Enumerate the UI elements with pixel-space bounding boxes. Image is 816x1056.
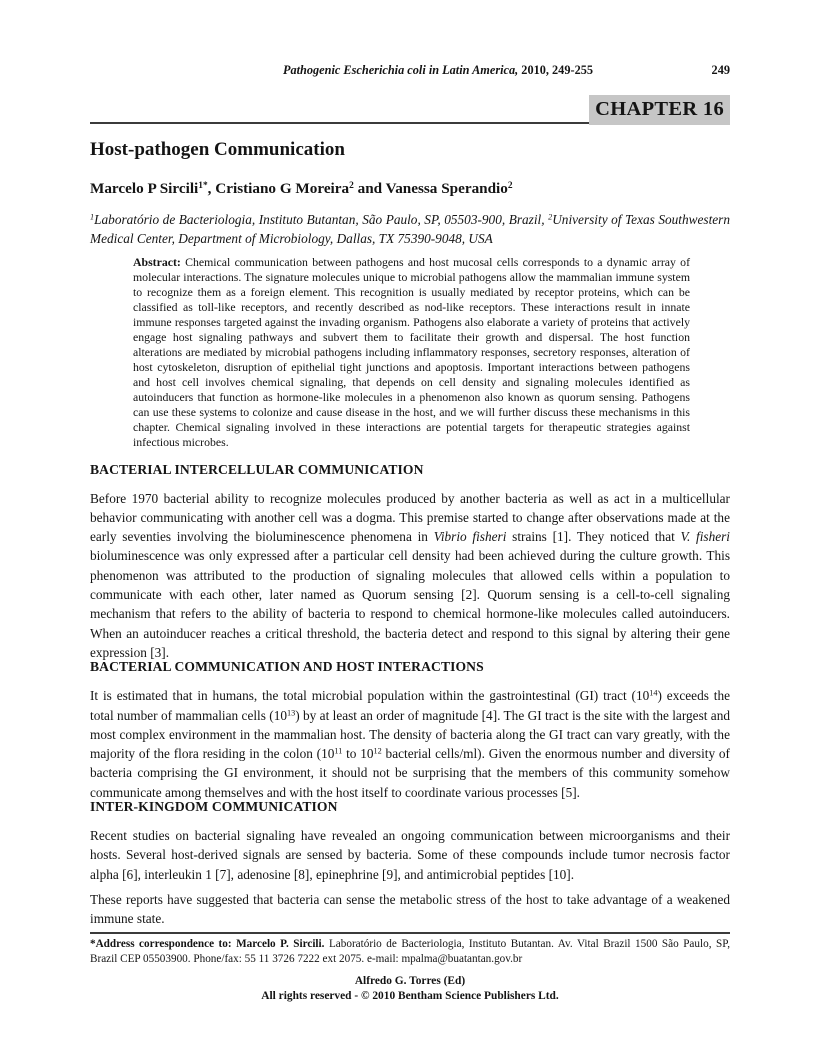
affiliation-line: $^1$Laboratório de Bacteriologia, Instituto Butantan, São Paulo, SP, 05503-900, Brazil, $^2$University of Texas Southwestern Medical Center, Department of Microbiology, Dallas, TX 75390-9048, USA [90,212,730,247]
page-footer [90,932,730,1003]
running-head [90,63,730,77]
chapter-rule [90,93,730,124]
running-title: Pathogenic Escherichia coli in Latin America, 2010, 249-255 [282,63,594,77]
text-column [90,0,730,929]
chapter-badge: CHAPTER 16 [589,95,730,125]
publisher-block [90,974,730,1003]
editor-line: Alfredo G. Torres (Ed) [354,975,466,987]
paragraph: It is estimated that in humans, the total microbial population within the gastrointestinal (GI) tract $(10^{14})$ exceeds the total number of mammalian cells $(10^{13})$ by at least an order of magnitude [4]. The GI tract is the site with the largest and most complex environment in the mammalian host. The density of bacteria along the GI tract can vary greatly, with the majority of the flora residing in the colon ($10^{11}$ to $10^{12}$ bacterial cells/ml). Given the enormous number and diversity of bacteria comprising the GI environment, it should not be surprising that the members of this community somehow communicate among themselves and with the host itself to coordinate various processes [5]. [90,688,730,800]
section-heading-bacterial-communication-and-host-interactions: BACTERIAL COMMUNICATION AND HOST INTERACTIONS [90,659,484,675]
article-title: Host-pathogen Communication [90,139,345,160]
paragraph: Before 1970 bacterial ability to recognize molecules produced by another bacteria as well as act in a multicellular behavior communicating with another cell was a dogma. This premise started to change after observations made at the early seventies involving the bioluminescence phenomena in Vibrio fisheri strains [1]. They noticed that V. fisheri bioluminescence was only expressed after a particular cell density had been achieved during the culture growth. This phenomenon was attributed to the production of signaling molecules that allowed cells within a population to communicate with each other, later named as Quorum sensing [2]. Quorum sensing is a cell-to-cell signaling mechanism that refers to the ability of bacteria to respond to chemical hormone-like molecules called autoinducers. When an autoinducer reaches a critical threshold, the bacteria detect and respond to this signal by altering their gene expression [3]. [90,490,730,660]
copyright-line: All rights reserved - © 2010 Bentham Science Publishers Ltd. [261,989,559,1002]
page-number: 249 [711,63,730,77]
correspondence-note: *Address correspondence to: Marcelo P. Sircili. Laboratório de Bacteriologia, Instituto Butantan. Av. Vital Brazil 1500 São Paulo, SP, Brazil CEP 05503900. Phone/fax: 55 11 3726 7222 ext 2075. e-mail: mpalma@buatantan.gov.br [90,938,730,965]
paragraph: These reports have suggested that bacteria can sense the metabolic stress of the host to take advantage of a weakened immune state. [90,891,730,927]
section-heading-inter-kingdom-communication: INTER-KINGDOM COMMUNICATION [90,799,338,815]
section-heading-bacterial-intercellular-communication: BACTERIAL INTERCELLULAR COMMUNICATION [90,461,424,477]
paragraph: Recent studies on bacterial signaling have revealed an ongoing communication between microorganisms and their hosts. Several host-derived signals are sensed by bacteria. Some of these compounds include tumor necrosis factor alpha [6], interleukin 1 [7], adenosine [8], epinephrine [9], and antimicrobial peptides [10]. [90,828,730,882]
authors-line: Marcelo P Sircili$^{1*}$, Cristiano G Moreira$^2$ and Vanessa Sperandio$^2$ [90,180,513,197]
abstract: Abstract: Chemical communication between pathogens and host mucosal cells corresponds to a dynamic array of molecular interactions. The signature molecules unique to microbial pathogens allow the mammalian immune system to recognize them as a foreign element. This recognition is usually mediated by receptor proteins, which can be classified as toll-like receptors, and recently described as nod-like receptors. These interactions result in innate immune responses targeted against the invading organism. Pathogens also elaborate a variety of proteins that actively engage host signaling pathways and subvert them to facilitate their growth and dispersal. The host function alterations are mediated by microbial pathogens including inflammatory responses, secretory responses, alteration of host cytoskeleton, disruption of epithelial tight junctions and apoptosis. Important interactions between pathogens and host cell involves chemical signaling, that depends on cell density and signaling molecules identified as autoinducers that function as hormone-like molecules in a phenomenon also known as quorum sensing. Pathogens can use these systems to colonize and cause disease in the host, and we will further discuss these mechanisms in this chapter. Chemical signaling involved in these interactions are potential targets for therapeutic strategies against infectious microbes. [133,254,690,449]
